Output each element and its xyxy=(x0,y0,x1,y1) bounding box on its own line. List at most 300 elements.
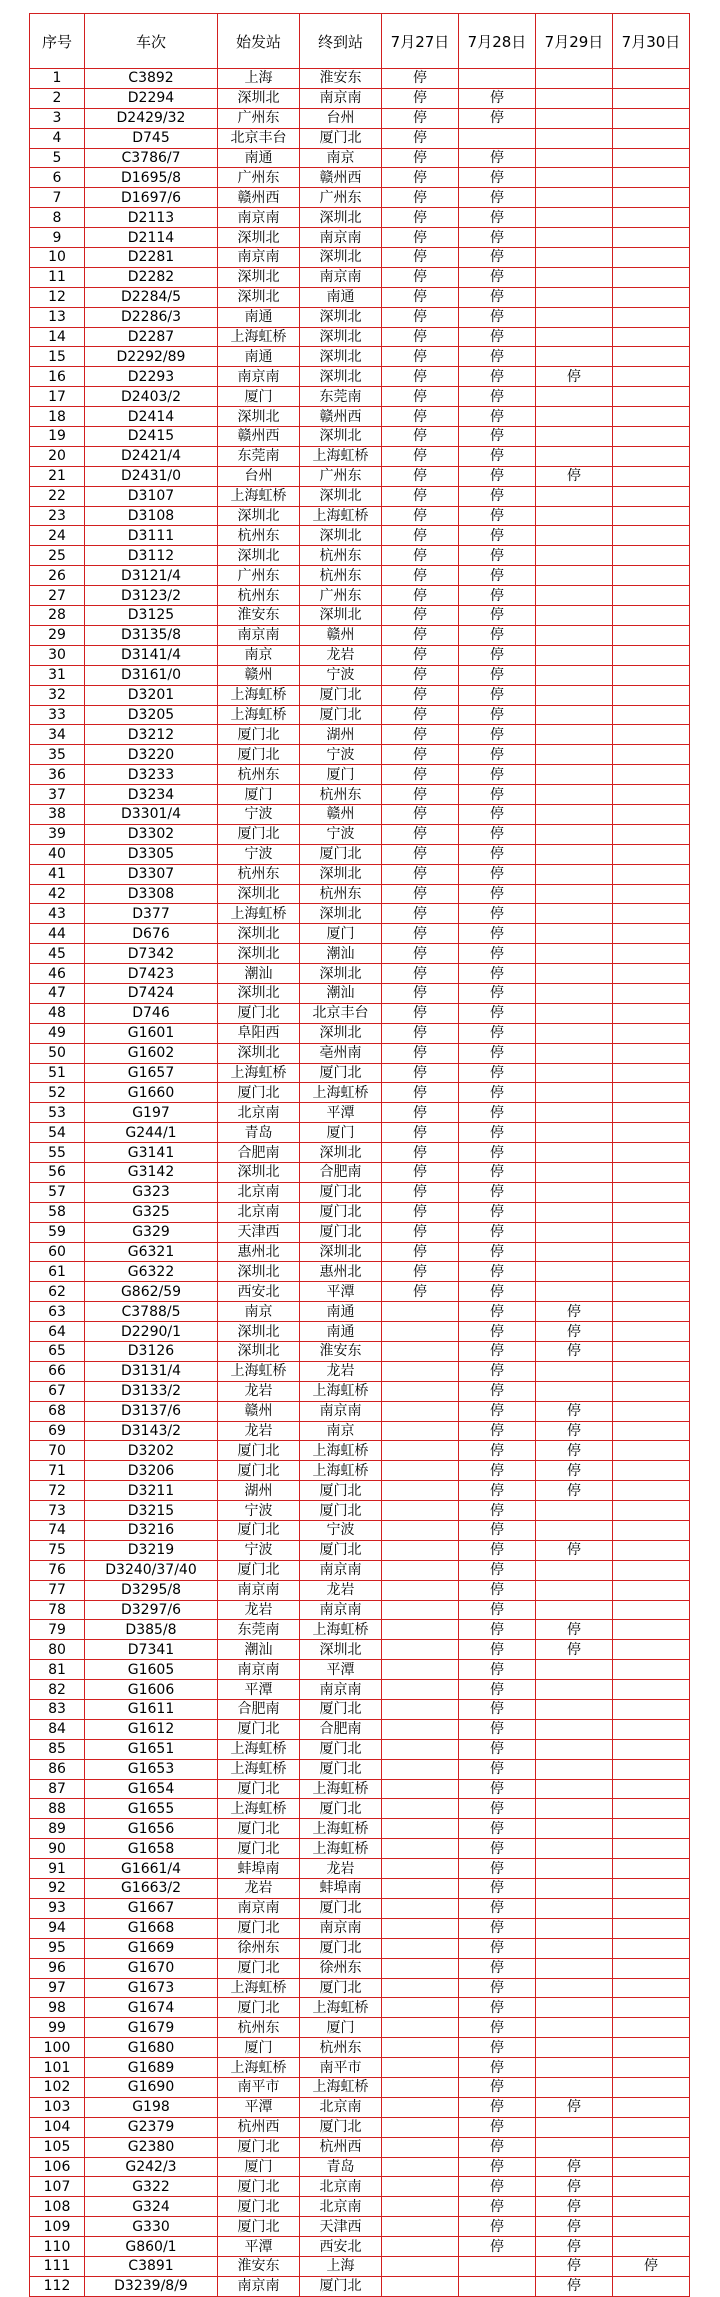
cell-stop-0730 xyxy=(613,1879,690,1899)
cell-stop-0728: 停 xyxy=(459,864,536,884)
cell-stop-0730 xyxy=(613,765,690,785)
cell-stop-0728: 停 xyxy=(459,287,536,307)
cell-stop-0728 xyxy=(459,128,536,148)
cell-seq: 20 xyxy=(30,446,85,466)
cell-stop-0727: 停 xyxy=(382,1222,459,1242)
cell-train-no: G1601 xyxy=(85,1023,218,1043)
table-row xyxy=(30,745,690,765)
cell-train-no: G1663/2 xyxy=(85,1879,218,1899)
cell-stop-0727 xyxy=(382,2058,459,2078)
table-row xyxy=(30,844,690,864)
cell-seq: 83 xyxy=(30,1700,85,1720)
cell-destination: 深圳北 xyxy=(300,1023,382,1043)
cell-train-no: D3215 xyxy=(85,1501,218,1521)
cell-seq: 99 xyxy=(30,2018,85,2038)
cell-stop-0728: 停 xyxy=(459,2018,536,2038)
cell-stop-0729: 停 xyxy=(536,1540,613,1560)
cell-stop-0730 xyxy=(613,1660,690,1680)
cell-seq: 10 xyxy=(30,248,85,268)
table-row xyxy=(30,1282,690,1302)
cell-seq: 91 xyxy=(30,1859,85,1879)
table-row xyxy=(30,1799,690,1819)
cell-stop-0728: 停 xyxy=(459,625,536,645)
cell-stop-0729: 停 xyxy=(536,2177,613,2197)
cell-stop-0727: 停 xyxy=(382,1123,459,1143)
cell-stop-0730 xyxy=(613,1342,690,1362)
cell-stop-0728: 停 xyxy=(459,1262,536,1282)
cell-stop-0730 xyxy=(613,1739,690,1759)
cell-stop-0728: 停 xyxy=(459,2197,536,2217)
cell-train-no: G6321 xyxy=(85,1242,218,1262)
cell-destination: 天津西 xyxy=(300,2217,382,2237)
cell-seq: 66 xyxy=(30,1361,85,1381)
cell-stop-0730 xyxy=(613,2018,690,2038)
cell-stop-0729 xyxy=(536,1381,613,1401)
cell-stop-0729 xyxy=(536,1600,613,1620)
cell-seq: 12 xyxy=(30,287,85,307)
cell-stop-0727: 停 xyxy=(382,526,459,546)
cell-stop-0730 xyxy=(613,128,690,148)
cell-stop-0728: 停 xyxy=(459,307,536,327)
cell-seq: 72 xyxy=(30,1481,85,1501)
cell-seq: 84 xyxy=(30,1719,85,1739)
table-row xyxy=(30,208,690,228)
cell-seq: 23 xyxy=(30,506,85,526)
table-row xyxy=(30,128,690,148)
table-row xyxy=(30,88,690,108)
cell-stop-0729 xyxy=(536,148,613,168)
cell-train-no: G1674 xyxy=(85,1998,218,2018)
cell-stop-0729 xyxy=(536,864,613,884)
cell-train-no: G1668 xyxy=(85,1918,218,1938)
table-row xyxy=(30,1620,690,1640)
cell-origin: 厦门 xyxy=(218,2038,300,2058)
cell-stop-0729 xyxy=(536,586,613,606)
cell-destination: 南京南 xyxy=(300,267,382,287)
cell-stop-0729 xyxy=(536,1859,613,1879)
table-row xyxy=(30,1262,690,1282)
cell-stop-0729 xyxy=(536,1222,613,1242)
cell-stop-0730 xyxy=(613,1600,690,1620)
cell-origin: 南京 xyxy=(218,1302,300,1322)
cell-stop-0730 xyxy=(613,427,690,447)
cell-stop-0727 xyxy=(382,1918,459,1938)
cell-stop-0727: 停 xyxy=(382,108,459,128)
cell-stop-0730 xyxy=(613,1859,690,1879)
cell-destination: 上海 xyxy=(300,2256,382,2276)
cell-destination: 北京丰台 xyxy=(300,1003,382,1023)
cell-train-no: G197 xyxy=(85,1103,218,1123)
cell-stop-0730 xyxy=(613,228,690,248)
cell-stop-0730 xyxy=(613,387,690,407)
cell-stop-0730 xyxy=(613,1799,690,1819)
cell-stop-0728: 停 xyxy=(459,665,536,685)
table-row xyxy=(30,924,690,944)
cell-stop-0730 xyxy=(613,1441,690,1461)
cell-stop-0728: 停 xyxy=(459,884,536,904)
cell-stop-0729 xyxy=(536,1003,613,1023)
table-row xyxy=(30,1998,690,2018)
cell-stop-0727 xyxy=(382,2256,459,2276)
cell-stop-0730 xyxy=(613,1461,690,1481)
cell-seq: 47 xyxy=(30,983,85,1003)
cell-stop-0727 xyxy=(382,1978,459,1998)
table-row xyxy=(30,964,690,984)
cell-origin: 厦门北 xyxy=(218,2197,300,2217)
cell-stop-0729 xyxy=(536,1182,613,1202)
cell-train-no: D2290/1 xyxy=(85,1322,218,1342)
cell-stop-0730 xyxy=(613,1680,690,1700)
cell-origin: 杭州西 xyxy=(218,2117,300,2137)
table-row xyxy=(30,2058,690,2078)
cell-seq: 53 xyxy=(30,1103,85,1123)
cell-stop-0729 xyxy=(536,2117,613,2137)
cell-seq: 78 xyxy=(30,1600,85,1620)
cell-stop-0727: 停 xyxy=(382,427,459,447)
cell-origin: 厦门北 xyxy=(218,1560,300,1580)
cell-stop-0730 xyxy=(613,506,690,526)
table-row xyxy=(30,1600,690,1620)
cell-stop-0728: 停 xyxy=(459,1620,536,1640)
cell-destination: 赣州 xyxy=(300,625,382,645)
header-date-0728: 7月28日 xyxy=(459,14,536,69)
cell-train-no: D3135/8 xyxy=(85,625,218,645)
cell-stop-0728: 停 xyxy=(459,1580,536,1600)
cell-train-no: D3295/8 xyxy=(85,1580,218,1600)
cell-stop-0728: 停 xyxy=(459,1461,536,1481)
cell-stop-0730 xyxy=(613,2276,690,2296)
cell-origin: 厦门 xyxy=(218,785,300,805)
cell-destination: 深圳北 xyxy=(300,307,382,327)
cell-stop-0728: 停 xyxy=(459,785,536,805)
cell-origin: 宁波 xyxy=(218,844,300,864)
cell-destination: 宁波 xyxy=(300,824,382,844)
cell-stop-0729: 停 xyxy=(536,2217,613,2237)
cell-stop-0727: 停 xyxy=(382,864,459,884)
cell-train-no: D3307 xyxy=(85,864,218,884)
cell-train-no: D2403/2 xyxy=(85,387,218,407)
cell-train-no: C3788/5 xyxy=(85,1302,218,1322)
cell-stop-0729 xyxy=(536,526,613,546)
cell-stop-0729 xyxy=(536,1143,613,1163)
cell-stop-0727: 停 xyxy=(382,625,459,645)
cell-train-no: D3205 xyxy=(85,705,218,725)
cell-origin: 南京南 xyxy=(218,2276,300,2296)
cell-destination: 潮汕 xyxy=(300,944,382,964)
cell-stop-0730 xyxy=(613,2097,690,2117)
cell-origin: 南京南 xyxy=(218,1580,300,1600)
cell-stop-0729: 停 xyxy=(536,2197,613,2217)
cell-stop-0730 xyxy=(613,745,690,765)
cell-stop-0728: 停 xyxy=(459,645,536,665)
cell-stop-0728: 停 xyxy=(459,248,536,268)
table-row xyxy=(30,1978,690,1998)
cell-stop-0730 xyxy=(613,1978,690,1998)
cell-origin: 厦门 xyxy=(218,387,300,407)
cell-train-no: G1605 xyxy=(85,1660,218,1680)
cell-stop-0729 xyxy=(536,645,613,665)
cell-seq: 51 xyxy=(30,1063,85,1083)
table-row xyxy=(30,148,690,168)
cell-stop-0729 xyxy=(536,1719,613,1739)
cell-seq: 26 xyxy=(30,566,85,586)
cell-origin: 深圳北 xyxy=(218,1162,300,1182)
cell-stop-0727 xyxy=(382,2117,459,2137)
cell-stop-0728: 停 xyxy=(459,1799,536,1819)
cell-stop-0727: 停 xyxy=(382,387,459,407)
cell-stop-0729 xyxy=(536,1361,613,1381)
cell-stop-0730 xyxy=(613,785,690,805)
cell-stop-0729 xyxy=(536,745,613,765)
cell-destination: 南京南 xyxy=(300,1560,382,1580)
table-row xyxy=(30,1898,690,1918)
cell-stop-0729: 停 xyxy=(536,367,613,387)
table-row xyxy=(30,2197,690,2217)
cell-train-no: G1690 xyxy=(85,2077,218,2097)
cell-seq: 75 xyxy=(30,1540,85,1560)
cell-stop-0727: 停 xyxy=(382,327,459,347)
cell-seq: 48 xyxy=(30,1003,85,1023)
table-row xyxy=(30,486,690,506)
cell-stop-0729 xyxy=(536,1918,613,1938)
cell-destination: 深圳北 xyxy=(300,486,382,506)
cell-seq: 95 xyxy=(30,1938,85,1958)
cell-stop-0730 xyxy=(613,1003,690,1023)
cell-stop-0728: 停 xyxy=(459,347,536,367)
table-row xyxy=(30,108,690,128)
cell-destination: 北京南 xyxy=(300,2177,382,2197)
cell-stop-0729 xyxy=(536,725,613,745)
table-row xyxy=(30,1938,690,1958)
cell-stop-0729: 停 xyxy=(536,2256,613,2276)
cell-stop-0727: 停 xyxy=(382,824,459,844)
cell-destination: 深圳北 xyxy=(300,367,382,387)
cell-train-no: D3107 xyxy=(85,486,218,506)
table-row xyxy=(30,785,690,805)
table-row xyxy=(30,446,690,466)
cell-stop-0730 xyxy=(613,1938,690,1958)
cell-destination: 厦门北 xyxy=(300,1938,382,1958)
cell-seq: 93 xyxy=(30,1898,85,1918)
table-row xyxy=(30,705,690,725)
cell-origin: 厦门北 xyxy=(218,1441,300,1461)
cell-stop-0729 xyxy=(536,665,613,685)
cell-origin: 厦门北 xyxy=(218,1083,300,1103)
cell-origin: 深圳北 xyxy=(218,884,300,904)
cell-train-no: G1689 xyxy=(85,2058,218,2078)
cell-stop-0730 xyxy=(613,327,690,347)
table-row xyxy=(30,765,690,785)
cell-origin: 南京 xyxy=(218,645,300,665)
cell-stop-0727: 停 xyxy=(382,606,459,626)
cell-train-no: D3220 xyxy=(85,745,218,765)
cell-origin: 深圳北 xyxy=(218,287,300,307)
cell-stop-0730 xyxy=(613,1381,690,1401)
cell-train-no: D3234 xyxy=(85,785,218,805)
cell-stop-0729 xyxy=(536,1958,613,1978)
cell-stop-0730 xyxy=(613,1521,690,1541)
cell-stop-0730 xyxy=(613,188,690,208)
cell-origin: 深圳北 xyxy=(218,88,300,108)
cell-stop-0730 xyxy=(613,307,690,327)
cell-stop-0730 xyxy=(613,1222,690,1242)
cell-destination: 南京南 xyxy=(300,1401,382,1421)
cell-stop-0728: 停 xyxy=(459,2137,536,2157)
cell-seq: 14 xyxy=(30,327,85,347)
cell-destination: 厦门北 xyxy=(300,1501,382,1521)
cell-stop-0729: 停 xyxy=(536,1620,613,1640)
cell-destination: 惠州北 xyxy=(300,1262,382,1282)
cell-stop-0729 xyxy=(536,1978,613,1998)
cell-train-no: D3112 xyxy=(85,546,218,566)
cell-stop-0728: 停 xyxy=(459,1600,536,1620)
cell-train-no: G6322 xyxy=(85,1262,218,1282)
table-row xyxy=(30,1143,690,1163)
cell-stop-0727 xyxy=(382,1401,459,1421)
cell-stop-0729 xyxy=(536,1680,613,1700)
cell-origin: 上海虹桥 xyxy=(218,685,300,705)
cell-origin: 龙岩 xyxy=(218,1381,300,1401)
cell-train-no: D746 xyxy=(85,1003,218,1023)
cell-train-no: G1667 xyxy=(85,1898,218,1918)
cell-stop-0730 xyxy=(613,1719,690,1739)
cell-stop-0729 xyxy=(536,625,613,645)
cell-seq: 111 xyxy=(30,2256,85,2276)
cell-train-no: G323 xyxy=(85,1182,218,1202)
cell-destination: 东莞南 xyxy=(300,387,382,407)
cell-seq: 19 xyxy=(30,427,85,447)
cell-stop-0728: 停 xyxy=(459,1640,536,1660)
cell-stop-0728: 停 xyxy=(459,2097,536,2117)
cell-destination: 广州东 xyxy=(300,586,382,606)
cell-destination: 厦门北 xyxy=(300,705,382,725)
cell-stop-0729 xyxy=(536,1779,613,1799)
cell-seq: 43 xyxy=(30,904,85,924)
cell-stop-0729 xyxy=(536,844,613,864)
cell-stop-0729 xyxy=(536,387,613,407)
cell-origin: 深圳北 xyxy=(218,1342,300,1362)
cell-stop-0729: 停 xyxy=(536,1640,613,1660)
cell-train-no: D3239/8/9 xyxy=(85,2276,218,2296)
cell-seq: 73 xyxy=(30,1501,85,1521)
cell-stop-0728: 停 xyxy=(459,1421,536,1441)
cell-stop-0727 xyxy=(382,1700,459,1720)
cell-stop-0728: 停 xyxy=(459,1540,536,1560)
cell-origin: 深圳北 xyxy=(218,944,300,964)
cell-destination: 上海虹桥 xyxy=(300,1620,382,1640)
cell-stop-0730 xyxy=(613,964,690,984)
cell-stop-0730 xyxy=(613,2077,690,2097)
cell-stop-0728: 停 xyxy=(459,924,536,944)
cell-seq: 33 xyxy=(30,705,85,725)
cell-stop-0728: 停 xyxy=(459,1958,536,1978)
cell-destination: 上海虹桥 xyxy=(300,1819,382,1839)
cell-origin: 平潭 xyxy=(218,2097,300,2117)
cell-destination: 上海虹桥 xyxy=(300,1839,382,1859)
table-row xyxy=(30,1441,690,1461)
cell-stop-0729 xyxy=(536,1123,613,1143)
cell-stop-0728: 停 xyxy=(459,2217,536,2237)
cell-stop-0728: 停 xyxy=(459,208,536,228)
cell-stop-0728: 停 xyxy=(459,765,536,785)
cell-stop-0730 xyxy=(613,804,690,824)
cell-destination: 潮汕 xyxy=(300,983,382,1003)
table-row xyxy=(30,1043,690,1063)
table-row xyxy=(30,2117,690,2137)
cell-stop-0727: 停 xyxy=(382,1063,459,1083)
cell-seq: 79 xyxy=(30,1620,85,1640)
cell-seq: 38 xyxy=(30,804,85,824)
cell-stop-0730: 停 xyxy=(613,2256,690,2276)
table-row xyxy=(30,884,690,904)
cell-origin: 上海虹桥 xyxy=(218,1799,300,1819)
cell-stop-0730 xyxy=(613,1361,690,1381)
cell-stop-0728: 停 xyxy=(459,1839,536,1859)
cell-seq: 67 xyxy=(30,1381,85,1401)
cell-train-no: D7341 xyxy=(85,1640,218,1660)
cell-stop-0729 xyxy=(536,1739,613,1759)
cell-stop-0727: 停 xyxy=(382,725,459,745)
cell-stop-0729: 停 xyxy=(536,1481,613,1501)
table-row xyxy=(30,1719,690,1739)
cell-stop-0727 xyxy=(382,1839,459,1859)
cell-stop-0727 xyxy=(382,2217,459,2237)
table-row xyxy=(30,1023,690,1043)
cell-stop-0729 xyxy=(536,705,613,725)
cell-stop-0729 xyxy=(536,2018,613,2038)
cell-stop-0730 xyxy=(613,904,690,924)
cell-stop-0730 xyxy=(613,1103,690,1123)
cell-train-no: G2379 xyxy=(85,2117,218,2137)
cell-destination: 蚌埠南 xyxy=(300,1879,382,1899)
cell-stop-0727: 停 xyxy=(382,745,459,765)
cell-stop-0728: 停 xyxy=(459,1501,536,1521)
cell-train-no: G330 xyxy=(85,2217,218,2237)
cell-stop-0729 xyxy=(536,824,613,844)
cell-origin: 上海 xyxy=(218,69,300,89)
cell-seq: 16 xyxy=(30,367,85,387)
cell-destination: 厦门 xyxy=(300,924,382,944)
cell-seq: 9 xyxy=(30,228,85,248)
cell-seq: 98 xyxy=(30,1998,85,2018)
cell-origin: 阜阳西 xyxy=(218,1023,300,1043)
cell-stop-0727: 停 xyxy=(382,307,459,327)
cell-origin: 深圳北 xyxy=(218,546,300,566)
table-row xyxy=(30,1839,690,1859)
cell-stop-0730 xyxy=(613,367,690,387)
header-origin: 始发站 xyxy=(218,14,300,69)
cell-destination: 湖州 xyxy=(300,725,382,745)
header-date-0730: 7月30日 xyxy=(613,14,690,69)
cell-seq: 100 xyxy=(30,2038,85,2058)
cell-stop-0727: 停 xyxy=(382,367,459,387)
cell-train-no: D2292/89 xyxy=(85,347,218,367)
cell-origin: 广州东 xyxy=(218,566,300,586)
cell-seq: 68 xyxy=(30,1401,85,1421)
table-row xyxy=(30,1700,690,1720)
cell-stop-0727 xyxy=(382,1361,459,1381)
cell-seq: 29 xyxy=(30,625,85,645)
cell-stop-0728: 停 xyxy=(459,1660,536,1680)
cell-destination: 杭州东 xyxy=(300,884,382,904)
cell-stop-0727 xyxy=(382,1600,459,1620)
cell-origin: 赣州西 xyxy=(218,427,300,447)
cell-destination: 深圳北 xyxy=(300,606,382,626)
table-row xyxy=(30,606,690,626)
cell-origin: 潮汕 xyxy=(218,964,300,984)
cell-stop-0728: 停 xyxy=(459,1938,536,1958)
cell-stop-0729 xyxy=(536,944,613,964)
